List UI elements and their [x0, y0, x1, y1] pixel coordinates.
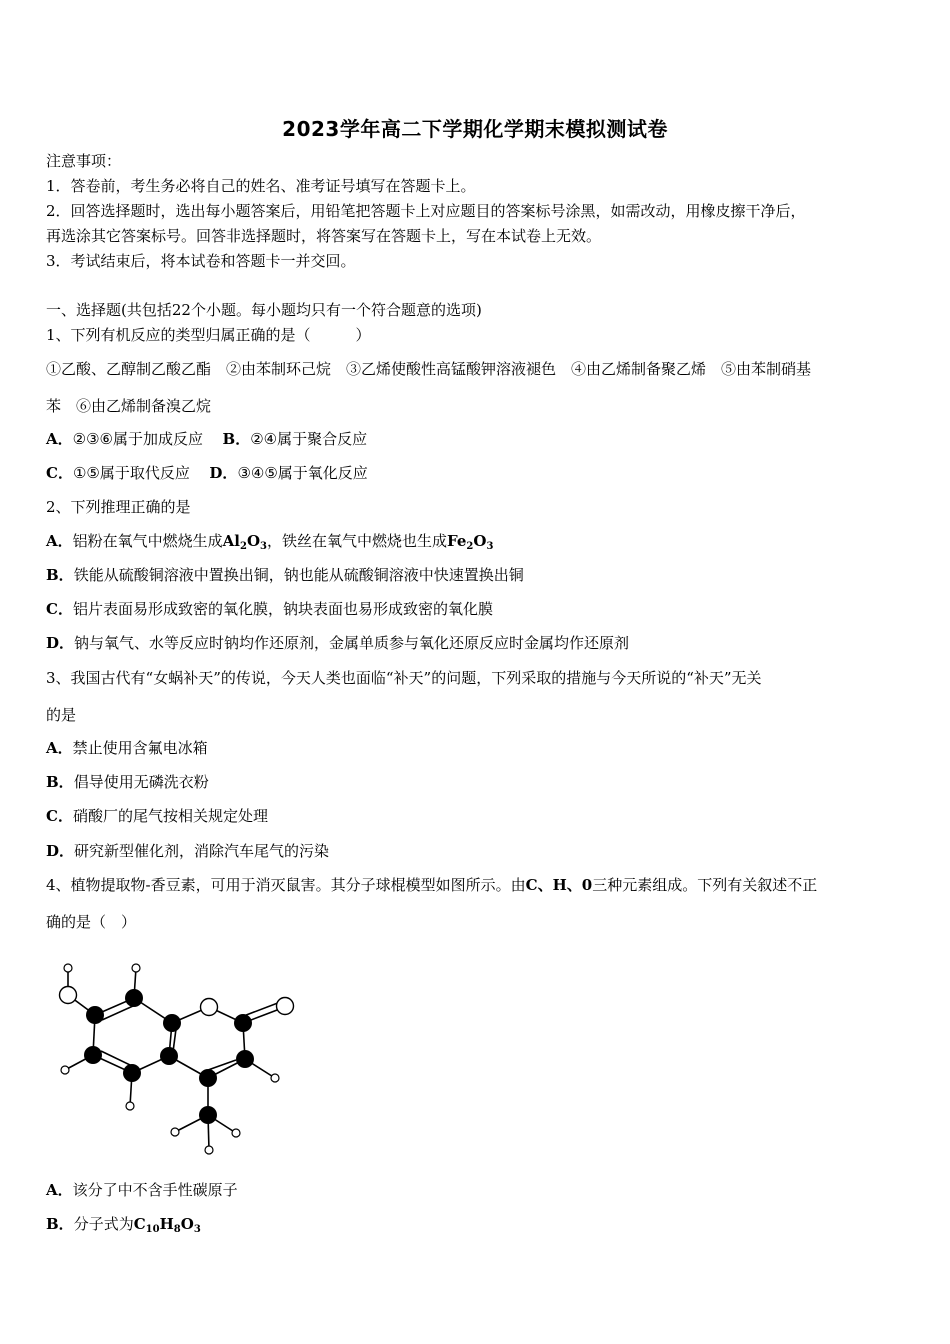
carbon-atom [84, 1046, 102, 1064]
q3-option-a: A．禁止使用含氟电冰箱 [46, 739, 208, 757]
oxygen-atom [201, 999, 218, 1016]
q3-option-c: C．硝酸厂的尾气按相关规定处理 [46, 807, 268, 825]
q1-items-line2: 苯 ⑥由乙烯制备溴乙烷 [46, 397, 212, 415]
carbon-atom [199, 1069, 217, 1087]
q2-option-a-letter: A． [46, 532, 73, 550]
carbon-atom [123, 1064, 141, 1082]
q2-option-c: C．铝片表面易形成致密的氧化膜，钠块表面也易形成致密的氧化膜 [46, 600, 493, 618]
q1-option-d-letter: D． [209, 464, 238, 482]
q2-option-a [46, 531, 493, 551]
q2-option-a-text2: ，铁丝在氧气中燃烧也生成 [267, 532, 448, 550]
carbon-atom [199, 1106, 217, 1124]
q1-option-d: ③④⑤属于氧化反应 [237, 464, 368, 482]
q1-option-a: ②③⑥属于加成反应 [72, 430, 203, 448]
q4-stem: 4、植物提取物-香豆素，可用于消灭鼠害。其分子球棍模型如图所示。由C、H、0三种元素组成。下列有关叙述不正 [46, 876, 818, 894]
oxygen-atom [277, 998, 294, 1015]
q1-option-c-letter: C． [46, 464, 73, 482]
q2-option-a-text: 铝粉在氧气中燃烧生成 [72, 532, 223, 550]
hydrogen-atom [126, 1102, 134, 1110]
carbon-atom [125, 989, 143, 1007]
q1-option-b: ②④属于聚合反应 [250, 430, 368, 448]
section-heading: 一、选择题(共包括22个小题。每小题均只有一个符合题意的选项) [46, 301, 482, 319]
notice-item: 2．回答选择题时，选出每小题答案后，用铅笔把答题卡上对应题目的答案标号涂黑，如需改动，用橡皮擦干净后， [46, 202, 806, 220]
carbon-atom [86, 1006, 104, 1024]
hydrogen-atom [232, 1129, 240, 1137]
q3-stem: 3、我国古代有“女蜗补天”的传说，今天人类也面临“补天”的问题，下列采取的措施与今天所说的“补天”无关 [46, 669, 762, 687]
q3-option-b: B．倡导使用无磷洗衣粉 [46, 773, 209, 791]
q1-option-b-letter: B． [222, 430, 251, 448]
q3-option-d: D．研究新型催化剂，消除汽车尾气的污染 [46, 842, 330, 860]
q3-stem-cont: 的是 [46, 706, 77, 724]
q1-options-cd [46, 463, 368, 483]
exam-title: 2023学年高二下学期化学期末模拟测试卷 [282, 117, 668, 141]
q4-option-b: B．分子式为$C_{10}H_8O_3$ [46, 1215, 201, 1235]
formula-c10h8o3: $C_{10}H_8O_3$ [133, 1215, 201, 1235]
coumarin-ball-stick-model [50, 958, 300, 1158]
q1-stem: 1、下列有机反应的类型归属正确的是（ ） [46, 326, 371, 344]
q1-option-a-letter: A． [46, 430, 73, 448]
q4-stem-cont: 确的是（ ） [46, 913, 137, 931]
carbon-atom [163, 1014, 181, 1032]
q2-stem: 2、下列推理正确的是 [46, 498, 191, 516]
notice-item: 再选涂其它答案标号。回答非选择题时，将答案写在答题卡上，写在本试卷上无效。 [46, 227, 602, 245]
hydrogen-atom [64, 964, 72, 972]
oxygen-atom [60, 987, 77, 1004]
q2-option-b: B．铁能从硫酸铜溶液中置换出铜，钠也能从硫酸铜溶液中快速置换出铜 [46, 566, 524, 584]
q4-option-a: A．该分了中不含手性碳原子 [46, 1181, 238, 1199]
q4-elements: C、H、0 [525, 876, 593, 894]
hydrogen-atom [205, 1146, 213, 1154]
hydrogen-atom [132, 964, 140, 972]
molecule-atoms [60, 964, 294, 1154]
hydrogen-atom [61, 1066, 69, 1074]
formula-fe2o3: $Fe_2O_3$ [447, 532, 494, 552]
q1-options-ab [46, 429, 367, 449]
formula-al2o3: $Al_2O_3$ [222, 532, 268, 552]
q2-option-d: D．钠与氧气、水等反应时钠均作还原剂，金属单质参与氧化还原反应时金属均作还原剂 [46, 634, 630, 652]
hydrogen-atom [171, 1128, 179, 1136]
carbon-atom [160, 1047, 178, 1065]
hydrogen-atom [271, 1074, 279, 1082]
notice-item: 3．考试结束后，将本试卷和答题卡一并交回。 [46, 252, 356, 270]
q1-option-c: ①⑤属于取代反应 [72, 464, 190, 482]
notice-heading: 注意事项： [46, 152, 122, 170]
carbon-atom [236, 1050, 254, 1068]
q1-items-line1: ①乙酸、乙醇制乙酸乙酯 ②由苯制环己烷 ③乙烯使酸性高锰酸钾溶液褪色 ④由乙烯制备聚乙烯 ⑤由苯制硝基 [46, 360, 812, 378]
carbon-atom [234, 1014, 252, 1032]
notice-item: 1．答卷前，考生务必将自己的姓名、准考证号填写在答题卡上。 [46, 177, 476, 195]
